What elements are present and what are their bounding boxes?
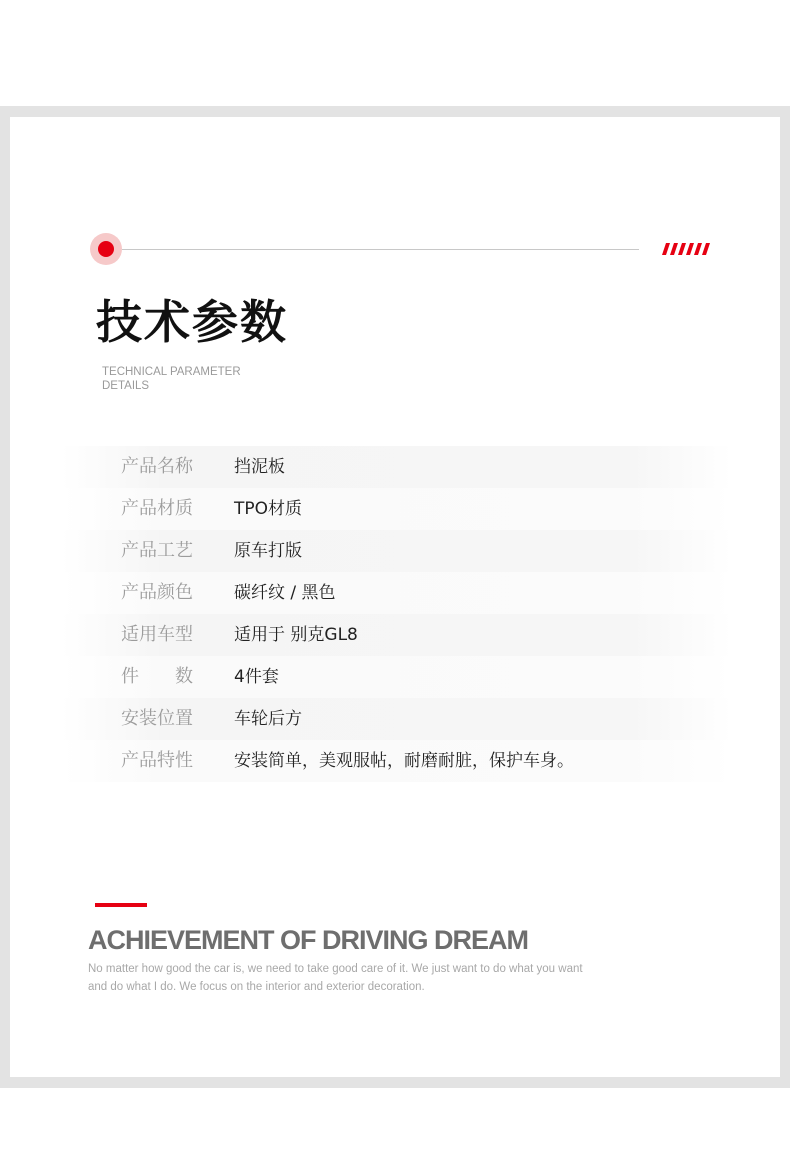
accent-bar xyxy=(95,903,147,907)
spec-label: 产品颜色 xyxy=(121,582,193,603)
red-dot-icon xyxy=(90,233,122,265)
spec-row-color xyxy=(62,572,732,614)
page-title: 技术参数 xyxy=(96,295,288,349)
spec-row-features xyxy=(62,740,732,782)
spec-row-position xyxy=(62,698,732,740)
spec-label: 产品名称 xyxy=(121,456,193,477)
spec-label: 安装位置 xyxy=(121,708,193,729)
spec-value: 4件套 xyxy=(234,667,279,687)
spec-row-vehicle xyxy=(62,614,732,656)
slogan-heading: ACHIEVEMENT OF DRIVING DREAM xyxy=(88,925,529,955)
spec-label: 产品工艺 xyxy=(121,540,193,561)
content-card xyxy=(10,117,780,1077)
spec-value: 碳纤纹 / 黑色 xyxy=(234,583,336,603)
spec-label: 件 数 xyxy=(121,666,193,687)
slogan-description: No matter how good the car is, we need to take good care of it. We just want to do what you want and do what I do. We focus on the interior and exterior decoration. xyxy=(88,963,583,993)
slash-stripes-icon xyxy=(658,243,714,255)
spec-value: 安装简单，美观服帖，耐磨耐脏，保护车身。 xyxy=(234,751,574,771)
spec-value: 原车打版 xyxy=(234,541,302,561)
spec-row-process xyxy=(62,530,732,572)
spec-row-material xyxy=(62,488,732,530)
page-frame xyxy=(0,106,790,1088)
header-divider xyxy=(122,249,639,250)
spec-table xyxy=(62,446,732,782)
spec-value: 适用于 别克GL8 xyxy=(234,625,358,645)
spec-value: 车轮后方 xyxy=(234,709,302,729)
spec-label: 适用车型 xyxy=(121,624,193,645)
spec-value: TPO材质 xyxy=(234,499,303,519)
red-dot-core xyxy=(98,241,114,257)
spec-label: 产品材质 xyxy=(121,498,193,519)
spec-row-name xyxy=(62,446,732,488)
spec-row-count xyxy=(62,656,732,698)
spec-label: 产品特性 xyxy=(121,750,193,771)
page-subtitle: TECHNICAL PARAMETER DETAILS xyxy=(102,366,241,392)
spec-value: 挡泥板 xyxy=(234,457,285,477)
